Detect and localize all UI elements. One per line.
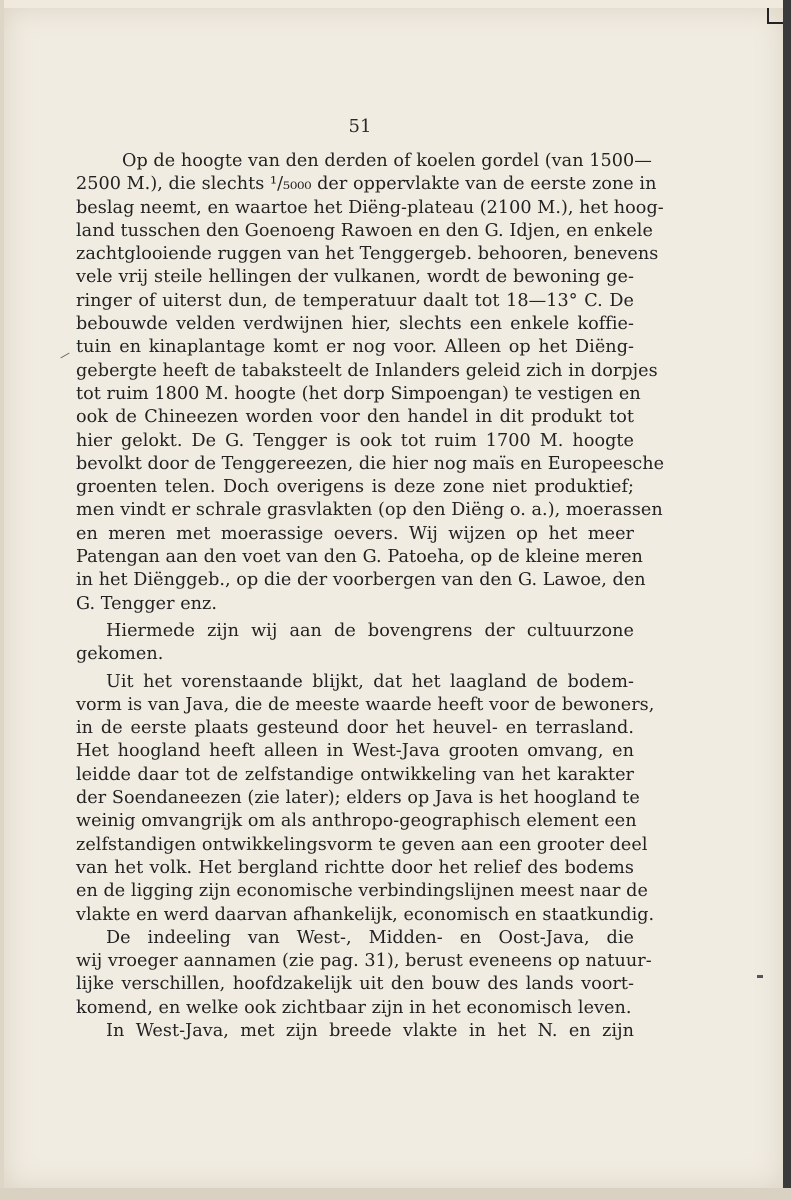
text-line: Patengan aan den voet van den G. Patoeha, op de kleine meren bbox=[76, 547, 643, 568]
text-line: Hiermede zijn wij aan de bovengrens der cultuurzone bbox=[106, 620, 634, 641]
text-line: men vindt er schrale grasvlakten (op den Diëng o. a.), moerassen bbox=[76, 500, 663, 521]
text-line: 2500 M.), die slechts ¹/₅₀₀₀ der oppervlakte van de eerste zone in bbox=[76, 174, 657, 195]
text-line: van het volk. Het bergland richtte door het relief des bodems bbox=[76, 857, 634, 878]
text-line: Op de hoogte van den derden of koelen gordel (van 1500— bbox=[122, 151, 652, 171]
text-line: tot ruim 1800 M. hoogte (het dorp Simpoengan) te vestigen en bbox=[76, 383, 641, 404]
text-line: weinig omvangrijk om als anthropo-geographisch element een bbox=[76, 811, 637, 832]
text-line: vorm is van Java, die de meeste waarde heeft voor de bewoners, bbox=[76, 694, 655, 715]
text-line: bebouwde velden verdwijnen hier, slechts een enkele koffie- bbox=[76, 314, 634, 335]
text-line: ringer of uiterst dun, de temperatuur daalt tot 18—13° C. De bbox=[76, 290, 634, 311]
text-line: gebergte heeft de tabaksteelt de Inlanders geleid zich in dorpjes bbox=[76, 360, 658, 381]
text-line: hier gelokt. De G. Tengger is ook tot ruim 1700 M. hoogte bbox=[76, 430, 634, 451]
text-line: land tusschen den Goenoeng Rawoen en den G. Idjen, en enkele bbox=[76, 220, 653, 241]
text-line: in het Diënggeb., op die der voorbergen van den G. Lawoe, den bbox=[76, 570, 646, 591]
text-line: leidde daar tot de zelfstandige ontwikkeling van het karakter bbox=[76, 764, 634, 785]
right-scan-border bbox=[783, 0, 791, 1200]
text-line: groenten telen. Doch overigens is deze zone niet produktief; bbox=[76, 477, 634, 498]
text-line: lijke verschillen, hoofdzakelijk uit den bouw des lands voort- bbox=[76, 974, 634, 995]
text-line: zelfstandigen ontwikkelingsvorm te geven aan een grooter deel bbox=[76, 834, 648, 855]
text-line: In West-Java, met zijn breede vlakte in het N. en zijn bbox=[106, 1020, 634, 1041]
text-line: vlakte en werd daarvan afhankelijk, economisch en staatkundig. bbox=[76, 904, 655, 925]
text-line: ook de Chineezen worden voor den handel in dit produkt tot bbox=[76, 407, 634, 428]
text-line: en de ligging zijn economische verbindingslijnen meest naar de bbox=[76, 881, 648, 902]
text-line: gekomen. bbox=[76, 644, 164, 665]
text-line: Uit het vorenstaande blijkt, dat het laagland de bodem- bbox=[106, 671, 634, 692]
text-line: vele vrij steile hellingen der vulkanen, wordt de bewoning ge- bbox=[76, 267, 634, 288]
text-line: G. Tengger enz. bbox=[76, 593, 218, 614]
text-line: komend, en welke ook zichtbaar zijn in het economisch leven. bbox=[76, 997, 632, 1018]
text-line: tuin en kinaplantage komt er nog voor. Alleen op het Diëng- bbox=[76, 337, 634, 358]
text-line: De indeeling van West-, Midden- en Oost-Java, die bbox=[106, 927, 634, 948]
text-line: en meren met moerassige oevers. Wij wijzen op het meer bbox=[76, 523, 634, 544]
text-line: der Soendaneezen (zie later); elders op Java is het hoogland te bbox=[76, 788, 640, 809]
text-line: Het hoogland heeft alleen in West-Java grooten omvang, en bbox=[76, 741, 634, 762]
text-line: wij vroeger aannamen (zie pag. 31), berust eveneens op natuur- bbox=[76, 951, 652, 972]
margin-mark-right bbox=[757, 975, 763, 978]
body-text bbox=[76, 150, 665, 1043]
page-number: 51 bbox=[348, 116, 372, 137]
text-line: zachtglooiende ruggen van het Tenggergeb. behooren, benevens bbox=[76, 244, 659, 265]
text-line: beslag neemt, en waartoe het Diëng-plateau (2100 M.), het hoog- bbox=[76, 197, 664, 218]
text-line: bevolkt door de Tenggereezen, die hier nog maïs en Europeesche bbox=[76, 453, 665, 474]
bottom-page-edge bbox=[0, 1188, 791, 1200]
corner-mark bbox=[767, 8, 783, 24]
text-line: in de eerste plaats gesteund door het heuvel- en terrasland. bbox=[76, 718, 634, 739]
